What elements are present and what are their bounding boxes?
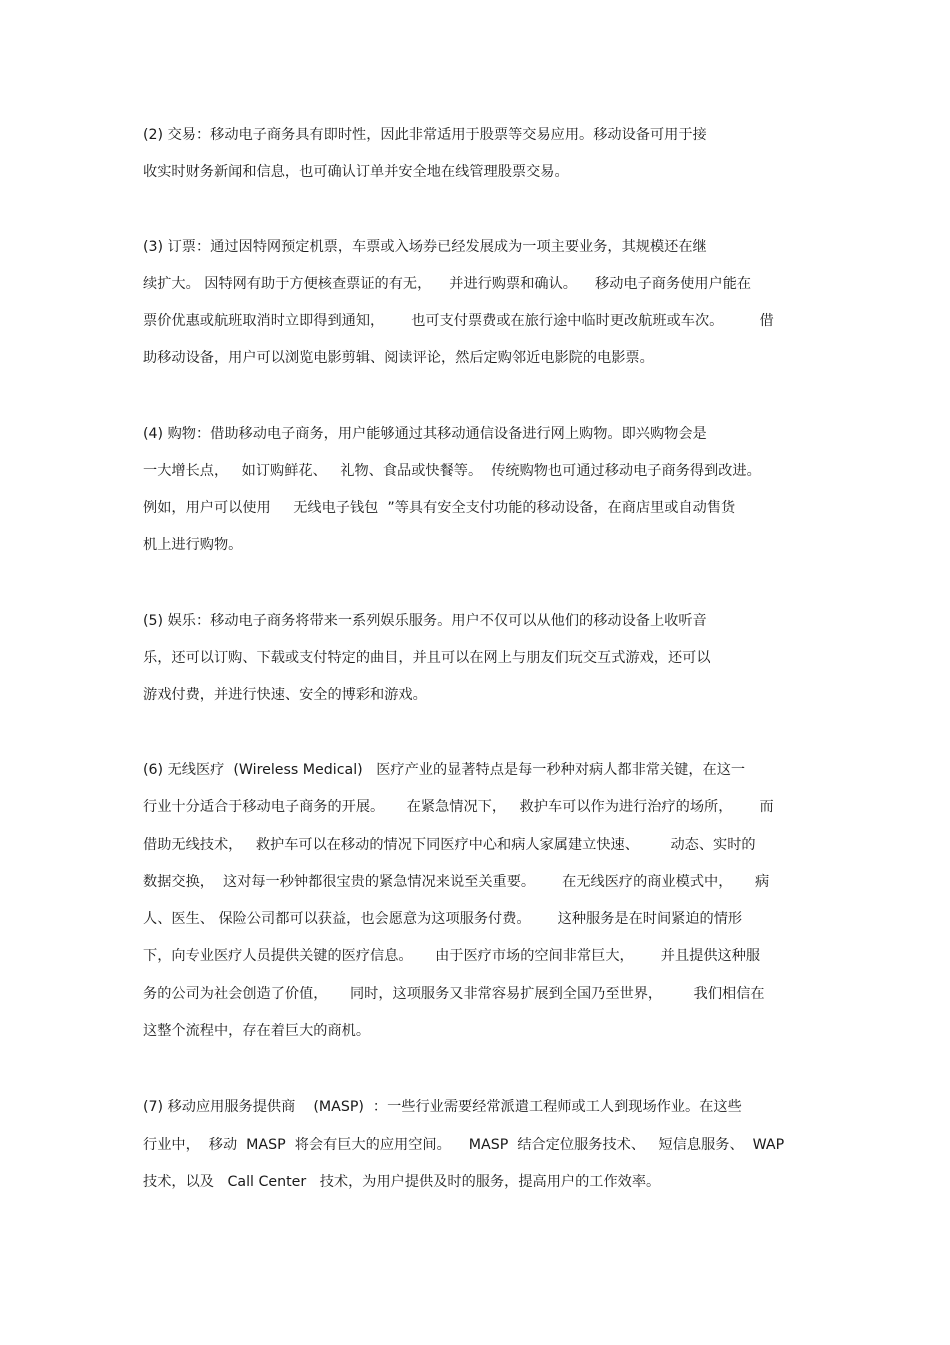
text-line: (3) 订票：通过因特网预定机票，车票或入场券已经发展成为一项主要业务，其规模还在继	[143, 239, 707, 255]
text-line: 务的公司为社会创造了价值， 同时，这项服务又非常容易扩展到全国乃至世界， 我们相信在	[143, 986, 765, 1002]
text-line: (6) 无线医疗 (Wireless Medical) 医疗产业的显著特点是每一秒种对病人都非常关键，在这一	[143, 762, 746, 778]
text-line: 机上进行购物。	[143, 537, 243, 553]
text-line: (7) 移动应用服务提供商 (MASP) ：一些行业需要经常派遣工程师或工人到现场作业。在这些	[143, 1099, 742, 1115]
text-line: 票价优惠或航班取消时立即得到通知， 也可支付票费或在旅行途中临时更改航班或车次。 借	[143, 313, 774, 329]
text-line: 收实时财务新闻和信息，也可确认订单并安全地在线管理股票交易。	[143, 164, 569, 180]
text-line: 助移动设备，用户可以浏览电影剪辑、阅读评论，然后定购邻近电影院的电影票。	[143, 350, 654, 366]
text-line: 例如，用户可以使用 无线电子钱包 ”等具有安全支付功能的移动设备，在商店里或自动售货	[143, 500, 736, 516]
text-line: 下，向专业医疗人员提供关键的医疗信息。 由于医疗市场的空间非常巨大， 并且提供这种服	[143, 948, 761, 964]
text-line: (2) 交易：移动电子商务具有即时性，因此非常适用于股票等交易应用。移动设备可用于接	[143, 127, 707, 143]
text-line: 行业十分适合于移动电子商务的开展。 在紧急情况下， 救护车可以作为进行治疗的场所， 而	[143, 799, 774, 815]
text-line: (5) 娱乐：移动电子商务将带来一系列娱乐服务。用户不仅可以从他们的移动设备上收听音	[143, 613, 707, 629]
text-line: 数据交换， 这对每一秒钟都很宝贵的紧急情况来说至关重要。 在无线医疗的商业模式中， 病	[143, 874, 770, 890]
text-line: 行业中， 移动 MASP 将会有巨大的应用空间。 MASP 结合定位服务技术、 短信息服务、 WAP	[143, 1137, 785, 1153]
text-line: 这整个流程中，存在着巨大的商机。	[143, 1023, 371, 1039]
text-line: (4) 购物：借助移动电子商务，用户能够通过其移动通信设备进行网上购物。即兴购物会是	[143, 426, 707, 442]
text-line: 借助无线技术， 救护车可以在移动的情况下同医疗中心和病人家属建立快速、 动态、实时的	[143, 837, 756, 853]
text-line: 续扩大。 因特网有助于方便核查票证的有无， 并进行购票和确认。 移动电子商务使用户能在	[143, 276, 752, 292]
text-line: 游戏付费，并进行快速、安全的博彩和游戏。	[143, 687, 427, 703]
text-line: 一大增长点， 如订购鲜花、 礼物、食品或快餐等。 传统购物也可通过移动电子商务得到改进。	[143, 463, 761, 479]
text-line: 乐，还可以订购、下载或支付特定的曲目，并且可以在网上与朋友们玩交互式游戏，还可以	[143, 650, 711, 666]
text-line: 人、医生、 保险公司都可以获益，也会愿意为这项服务付费。 这种服务是在时间紧迫的情形	[143, 911, 743, 927]
text-line: 技术，以及 Call Center 技术，为用户提供及时的服务，提高用户的工作效率。	[143, 1174, 661, 1190]
